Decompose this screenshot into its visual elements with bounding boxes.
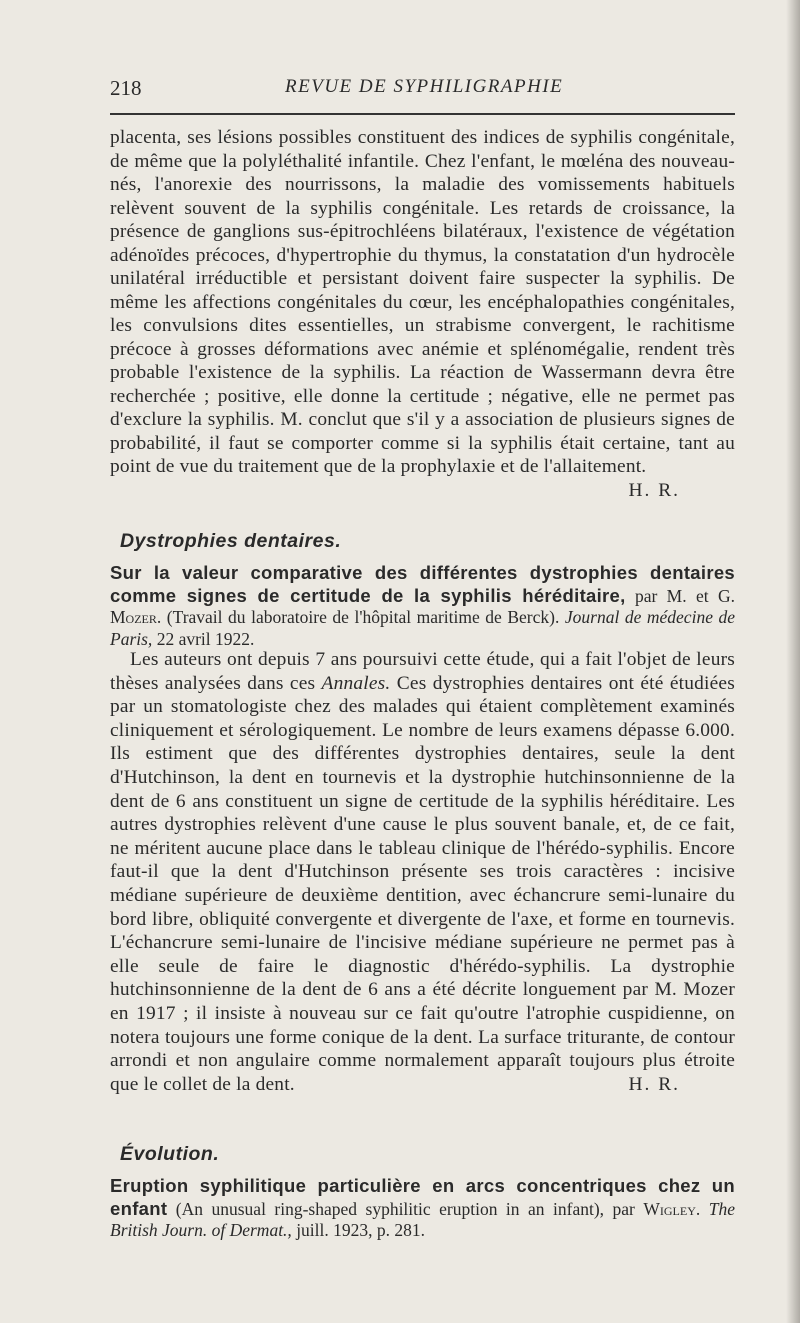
article-date: 22 avril 1922.: [156, 628, 255, 649]
page-header: [110, 76, 735, 104]
header-rule: [110, 113, 735, 115]
article-reference-2: [110, 1175, 735, 1242]
summary-text-cont: Ces dystrophies dentaires ont été étudiées par un stomatologiste chez des malades qui étaient complètement examinés cliniquement et sérologiquement. Le nombre de leurs examens dépasse 6.000. Ils estiment que des différentes dystrophies dentaires, seule la dent d'Hutchinson, la dent en tournevis et la dystrophie hutchinsonnienne de la dent de 6 ans constituent un signe de certitude de la syphilis héréditaire. Les autres dystrophies relèvent d'une cause le plus souvent banale, et, de ce fait, ne méritent aucune place dans le tableau clinique de l'hérédo-syphilis. Encore faut-il que la dent d'Hutchinson présente ses trois caractères : incisive médiane supérieure de deuxième dentition, avec échancrure semi-lunaire du bord libre, obliquité convergente et divergente de l'axe, et forme en tournevis. L'échancrure semi-lunaire de l'incisive médiane supérieure ne permet pas à elle seule de faire le diagnostic d'hérédo-syphilis. La dystrophie hutchinsonnienne de la dent de 6 ans a été décrite longuement par M. Mozer en 1917 ; il insiste à nouveau sur ce fait qu'outre l'atrophie cuspidienne, on notera toujours une forme conique de la dent. La surface triturante, de contour arrondi et non angulaire comme normalement apparaît toujours plus étroite que le collet de la dent.: [110, 672, 735, 1095]
section-heading-dystrophies: Dystrophies dentaires.: [120, 530, 342, 552]
paragraph-body: placenta, ses lésions possibles constituent des indices de syphilis congénitale, de même que la polyléthalité infantile. Chez l'enfant, le mœléna des nouveau-nés, l'anorexie des nourrissons, la maladie des vomissements habituels relèvent souvent de la syphilis congénitale. Les retards de croissance, la présence de ganglions sus-épitrochléens bilatéraux, l'existence de végétation adénoïdes précoces, d'hypertrophie du thymus, la constatation d'un hydrocèle unilatéral irréductible et persistant doivent faire suspecter la syphilis. De même les affections congénitales du cœur, les encéphalopathies congénitales, les convulsions dites essentielles, un strabisme convergent, le rachitisme précoce à grosses déformations avec anémie et splénomégalie, rendent très probable l'existence de la syphilis. La réaction de Wassermann devra être recherchée ; positive, elle donne la certitude ; négative, elle ne permet pas d'exclure la syphilis. M. conclut que s'il y a association de plusieurs signes de probabilité, il faut se comporter comme si la syphilis était certaine, tant au point de vue du traitement que de la prophylaxie et de l'allaitement.: [110, 127, 735, 477]
paragraph-text: [110, 126, 735, 501]
article-par: par M. et G.: [634, 585, 735, 606]
article-author: Mozer: [110, 607, 157, 627]
article-title: Eruption syphilitique particulière en arcs concentriques chez un enfant: [110, 1175, 735, 1219]
article-date: juill. 1923, p. 281.: [296, 1220, 426, 1240]
signature: H. R.: [628, 479, 680, 501]
continued-paragraph: [110, 126, 735, 502]
page-spine-shadow: [786, 0, 800, 1323]
article-journal: The British Journ. of Dermat.,: [110, 1198, 735, 1240]
article-journal: Journal de médecine de Paris,: [110, 607, 736, 649]
section-heading-evolution: Évolution.: [120, 1143, 220, 1165]
signature: H. R.: [628, 1073, 680, 1095]
article-source: . (Travail du laboratoire de l'hôpital maritime de Berck).: [156, 607, 560, 627]
article-original-title: (An unusual ring-shaped syphilitic eruption in an infant), par: [175, 1198, 635, 1219]
page-number: 218: [110, 76, 142, 100]
article-summary-1: [110, 648, 735, 1096]
journal-name-annales: Annales.: [321, 672, 391, 694]
article-author: Wigley.: [643, 1198, 701, 1219]
running-title: REVUE DE SYPHILIGRAPHIE: [285, 76, 564, 97]
article-title: Sur la valeur comparative des différentes dystrophies dentaires comme signes de certitude de la syphilis héréditaire,: [110, 562, 735, 606]
article-reference-1: [110, 562, 735, 650]
summary-text: Les auteurs ont depuis 7 ans poursuivi cette étude, qui a fait l'objet de leurs thèses analysées dans ces: [110, 649, 735, 694]
